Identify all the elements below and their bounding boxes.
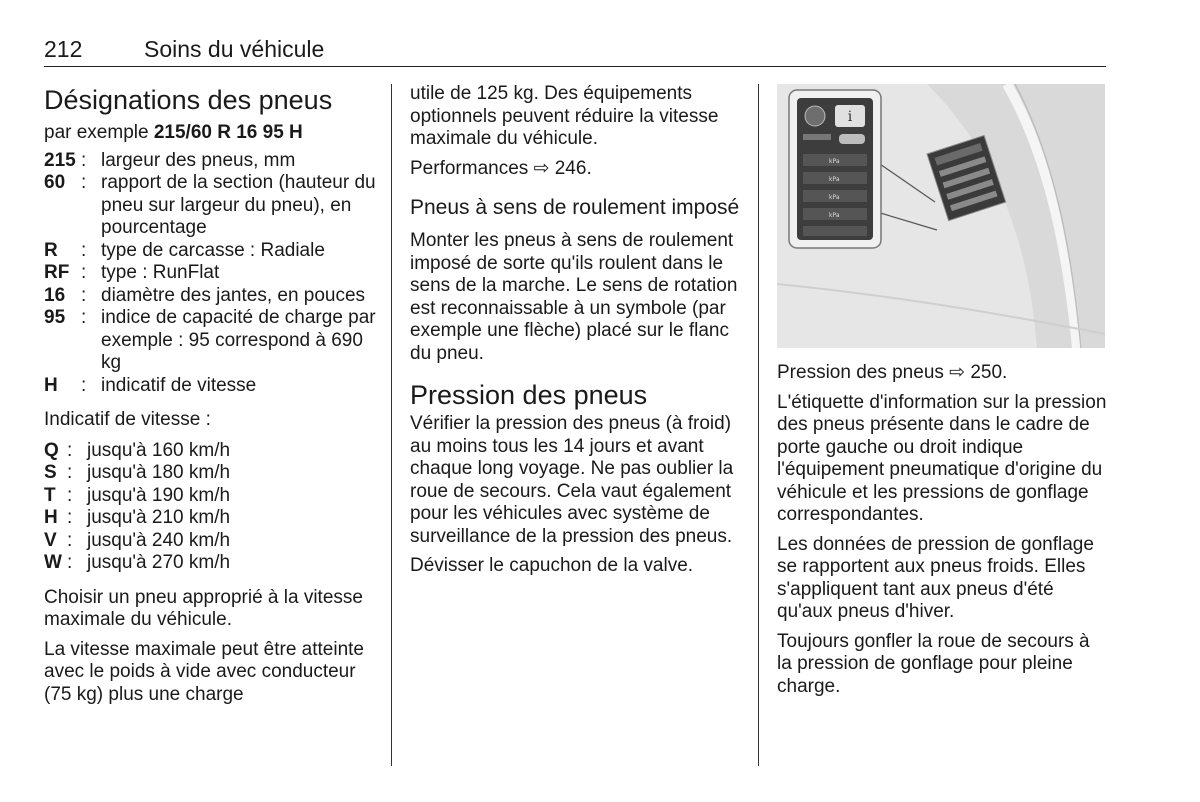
designation-row-definition: type de carcasse : Radiale bbox=[101, 239, 325, 261]
svg-text:kPa: kPa bbox=[829, 176, 840, 183]
speed-index-list bbox=[44, 440, 230, 575]
designation-row-separator: : bbox=[81, 374, 87, 396]
speed-row-separator: : bbox=[67, 529, 73, 551]
speed-row-term: V bbox=[44, 529, 57, 551]
svg-text:kPa: kPa bbox=[829, 212, 840, 219]
designation-row-separator: : bbox=[81, 149, 87, 171]
designation-row-term: 95 bbox=[44, 307, 66, 328]
designation-row-definition: rapport de la section (hauteur du pneu sur largeur du pneu), en pourcentage bbox=[101, 172, 376, 238]
designation-row-term: R bbox=[44, 239, 58, 261]
designation-row-separator: : bbox=[81, 239, 87, 261]
speed-intro: Indicatif de vitesse : bbox=[44, 409, 211, 430]
designation-row bbox=[44, 375, 379, 398]
door-frame-drawing bbox=[777, 84, 1105, 348]
designation-row-term: 215 bbox=[44, 149, 76, 171]
speed-row-definition: jusqu'à 190 km/h bbox=[87, 484, 231, 506]
designation-row-definition: indicatif de vitesse bbox=[101, 374, 257, 396]
running-title: Soins du véhicule bbox=[144, 36, 325, 62]
designation-row bbox=[44, 172, 379, 240]
designation-row-definition: largeur des pneus, mm bbox=[101, 149, 296, 171]
designation-row-term: 16 bbox=[44, 284, 66, 306]
speed-row-separator: : bbox=[67, 462, 73, 483]
speed-row-definition: jusqu'à 270 km/h bbox=[87, 552, 231, 573]
designation-row bbox=[44, 150, 379, 173]
performance-reference: Performances ⇨ 246. bbox=[410, 157, 592, 179]
svg-text:i: i bbox=[847, 109, 853, 125]
designation-row-separator: : bbox=[81, 262, 87, 283]
speed-row bbox=[44, 440, 230, 463]
designation-row bbox=[44, 285, 379, 308]
speed-row bbox=[44, 530, 230, 553]
max-speed-paragraph: La vitesse maximale peut être atteinte avec le poids à vide avec conducteur (75 kg) plus une charge bbox=[44, 638, 365, 705]
speed-row bbox=[44, 552, 230, 575]
svg-text:kPa: kPa bbox=[829, 158, 840, 165]
designation-row-separator: : bbox=[81, 284, 87, 306]
column-divider-2 bbox=[758, 84, 759, 766]
section-heading-tire-designations: Désignations des pneus bbox=[44, 85, 333, 115]
directional-tires-paragraph: Monter les pneus à sens de roulement imposé de sorte qu'ils roulent dans le sens de la marche. Le sens de rotation est reconnaissable à un symbole (par exemple une flèche) placé sur le flanc du pneu. bbox=[410, 230, 738, 364]
designation-row bbox=[44, 262, 379, 285]
designation-row-definition: diamètre des jantes, en pouces bbox=[101, 284, 366, 306]
speed-row bbox=[44, 462, 230, 485]
cold-tire-paragraph: Les données de pression de gonflage se rapportent aux pneus froids. Elles s'appliquent tant aux pneus d'été qu'aux pneus d'hiver. bbox=[777, 533, 1094, 622]
designation-row-separator: : bbox=[81, 172, 87, 193]
designation-row-definition: indice de capacité de charge par exemple : 95 correspond à 690 kg bbox=[101, 307, 376, 373]
speed-row-term: T bbox=[44, 484, 56, 506]
page-header bbox=[44, 34, 1106, 67]
designation-row-term: RF bbox=[44, 262, 70, 283]
designation-list bbox=[44, 150, 379, 398]
example-code: 215/60 R 16 95 H bbox=[153, 122, 303, 143]
tire-pressure-label-illustration bbox=[777, 84, 1105, 348]
speed-row-separator: : bbox=[67, 484, 73, 506]
pressure-check-paragraph: Vérifier la pression des pneus (à froid) au moins tous les 14 jours et avant chaque long voyage. Ne pas oublier la roue de secours. Cela vaut également pour les véhicules avec système de surveillance de la pression des pneus. bbox=[410, 413, 734, 547]
subheading-directional-tires: Pneus à sens de roulement imposé bbox=[410, 196, 740, 219]
designation-row bbox=[44, 307, 379, 375]
column-1 bbox=[44, 80, 379, 713]
designation-row-definition: type : RunFlat bbox=[101, 262, 220, 283]
speed-row bbox=[44, 507, 230, 530]
designation-row bbox=[44, 240, 379, 263]
section-heading-tire-pressure: Pression des pneus bbox=[410, 380, 648, 410]
speed-row bbox=[44, 485, 230, 508]
designation-row-term: H bbox=[44, 374, 58, 396]
speed-row-term: H bbox=[44, 507, 58, 528]
speed-choice-paragraph: Choisir un pneu approprié à la vitesse maximale du véhicule. bbox=[44, 586, 363, 630]
label-info-paragraph: L'étiquette d'information sur la pression des pneus présente dans le cadre de porte gauche ou droit indique l'équipement pneumatique d'origine du véhicule et les pressions de gonflage correspondantes. bbox=[777, 391, 1107, 525]
example-line bbox=[44, 122, 379, 145]
valve-cap-paragraph: Dévisser le capuchon de la valve. bbox=[410, 555, 694, 576]
speed-row-term: Q bbox=[44, 439, 59, 461]
designation-row-term: 60 bbox=[44, 172, 66, 193]
svg-text:kPa: kPa bbox=[829, 194, 840, 201]
pressure-reference: Pression des pneus ⇨ 250. bbox=[777, 362, 1008, 383]
speed-row-definition: jusqu'à 180 km/h bbox=[87, 462, 231, 483]
column-3 bbox=[777, 80, 1107, 705]
speed-row-separator: : bbox=[67, 552, 73, 573]
page-number: 212 bbox=[44, 36, 83, 62]
example-prefix: par exemple bbox=[44, 122, 154, 143]
column-divider-1 bbox=[391, 84, 392, 766]
speed-row-separator: : bbox=[67, 439, 73, 461]
speed-row-definition: jusqu'à 210 km/h bbox=[87, 507, 231, 528]
speed-row-term: W bbox=[44, 552, 62, 573]
continued-paragraph: utile de 125 kg. Des équipements optionnels peuvent réduire la vitesse maximale du véhicule. bbox=[410, 83, 719, 149]
designation-row-separator: : bbox=[81, 307, 87, 328]
speed-row-term: S bbox=[44, 462, 57, 483]
speed-row-definition: jusqu'à 240 km/h bbox=[87, 529, 231, 551]
speed-row-separator: : bbox=[67, 507, 73, 528]
spare-wheel-paragraph: Toujours gonfler la roue de secours à la pression de gonflage pour pleine charge. bbox=[777, 630, 1090, 697]
speed-row-definition: jusqu'à 160 km/h bbox=[87, 439, 231, 461]
column-2 bbox=[410, 83, 745, 585]
